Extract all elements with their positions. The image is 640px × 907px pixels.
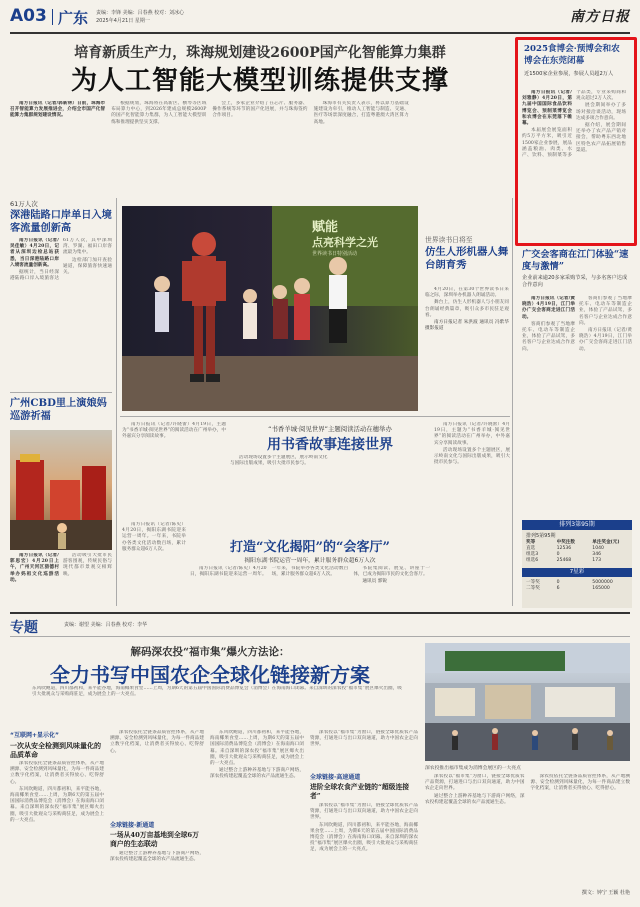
boxed-body: 南方日报讯（记者/刘雅静）4月20日，第九届中国国际食品饮料博览会、预制菜博览会和农博会在东莞落下帷幕。 本届展会展览面积约5万平方米，吸引近1500家企业参展，展品涵盖粮油、肉类、水产、饮料、预制菜等多个品类，专业采购商和观众超过2万人次。 展会期间举办了多场对接洽谈活动，现场达成多项合作意向。 据介绍，展会期间还举办了农产品产销对接会，帮助粤东西北地区特色农产品拓展销售渠道。 [522, 90, 626, 159]
left2-headline: 广州CBD里上演娘妈巡游祈福 [10, 397, 107, 422]
page-number: A03 [10, 6, 47, 26]
banner-line1: 赋能 [312, 220, 339, 235]
special-col2b: 全球链接·新通道 一场从40万亩基地到全球6万商户的生态联动 通过整合上游种养基地与下游商户网络，深农投构建起覆盖全球的农产品流通生态。 [110, 822, 204, 863]
book-right-body: 南方日报讯（记者/许晓蕾）4月19日，主题为“书香羊城·阅见世界”的阅读活动在广州举办，中外嘉宾分享阅读故事。 活动现场设置多个主题展区，展示岭南文化与国际出版成果，吸引大批市民参与。 [434, 422, 510, 466]
s2-title: 进阶全球农食产业链的“超级连接者” [310, 783, 410, 800]
masthead-meta: 责编：李锋 美编：吕春燕 校对：刘冰心 [96, 10, 185, 16]
canton-headline: 广交会客商在江门体验“速度与激情” [522, 249, 629, 272]
special-col5: 深农投以“福市集”为窗口，链接全球优质农产品资源，打通进口与出口双向通道，助力中国农企走向世界。 通过整合上游种养基地与下游商户网络，深农投构建起覆盖全球的农产品流通生态。 深农投依托全链条品质管控体系，从产地溯源、安全检测到风味量化，为每一件商品建立数字化档案，让消费者买得放心、吃得舒心。 [425, 774, 630, 805]
hakka-subhead: 揭阳东湖书院运营一周年，累计服务群众超6万人次 [244, 558, 376, 564]
parade-illustration [10, 430, 112, 550]
s2-label: 全球链接·高速通道 [310, 774, 361, 781]
book-body: 活动现场设置多个主题展区，展示岭南文化与国际出版成果，吸引大批市民参与。 [230, 455, 328, 467]
paper-logo: 南方日报 [570, 9, 630, 25]
lottery-table2: 一等奖 0 5000000 二等奖 6 165000 [526, 580, 613, 591]
robot-credit: 南方日报记者 朱洪波 通讯员 冯紫华 摄影报道 [425, 320, 509, 332]
expo-hall-illustration [425, 643, 630, 761]
robot-headline: 仿生人形机器人舞台朗育秀 [425, 246, 509, 271]
left1-headline: 深港陆路口岸单日入境客流量创新高 [10, 209, 112, 234]
banner-sub: 世界读书日特别活动 [312, 251, 358, 257]
lottery-box [522, 520, 632, 608]
s1-label: “互联网+显示化” [10, 732, 59, 739]
book-left-body: 南方日报讯（记者/许晓蕾）4月19日，主题为“书香羊城·阅见世界”的阅读活动在广州举办，中外嘉宾分享阅读故事。 [122, 422, 226, 440]
book-headline: 用书香故事连接世界 [267, 437, 393, 453]
s3-label: 全球链接·新通道 [110, 822, 155, 829]
special-meta: 责编：谢望 美编：吕春燕 校对：李华 [64, 622, 148, 628]
expo-caption: 深农投推出福市集成为消博会展区的一大亮点 [425, 766, 521, 771]
hakka-left-body: 南方日报讯（记者/陈史）4月20日，揭阳东湖书院迎来运营一周年。一年来，书院举办各类文化活动数百场，累计服务群众超6万人次。 [122, 522, 186, 552]
s3-title: 一场从40万亩基地到全球6万商户的生态联动 [110, 831, 199, 848]
masthead [10, 6, 630, 32]
lead-byline: 南方日报讯（记者/郭新林）日前，珠海市召开智能算力发展推进会，介绍全市国产化智能算力集群规划建设情况。 [10, 101, 106, 119]
book-kicker: “书香羊城·阅见世界”主题阅读活动在穗举办 [268, 425, 392, 433]
banner-line2: 点亮科学之光 [312, 236, 378, 249]
masthead-date: 2025年4月21日 星期一 [96, 18, 150, 24]
special-col3: 东风吹鲍道，四川都初和，来平能谷地，海南椰果食堂……上周，为期6天的第五届中国国际消费品博览会（消博会）在海南海口闭幕。来自深圳的深农投“福市集”展区爆火出圈，吸引大批观众与采购商驻足，成为展会上的一大亮点。 通过整合上游种养基地与下游商户网络，深农投构建起覆盖全球的农产品流通生态。 [210, 730, 304, 780]
lottery-title: 排列3第95期 [522, 520, 632, 530]
lead-kicker: 培育新质生产力，珠海规划建设2600P国产化智能算力集群 [74, 45, 446, 61]
robot-body: 4月20日，在第30个世界读书日来临之际，深圳举办机器人朗诵活动。 舞台上，仿生人形机器人与小朋友同台朗诵经典篇章，吸引众多市民驻足观看。 南方日报记者 朱洪波 通讯员 冯紫华 摄影报道 [425, 287, 509, 332]
special-intro: 东风吹鲍道，四川都初和，来平能谷地，海南椰果食堂……上周，为期6天的第五届中国国际消费品博览会（消博会）在海南海口闭幕。来自深圳的深农投“福市集”展区爆火出圈，吸引大批观众与采购商驻足，成为展会上的一大亮点。 [32, 686, 402, 698]
lottery-table: 奖等 中奖注数 单注奖金(元) 直选 12536 1040 组选3 0 346 组选6 25468 173 [526, 540, 620, 563]
boxed-headline: 2025食博会·预博会和农博会在东莞闭幕 [524, 44, 620, 66]
boxed-byline: 南方日报讯（记者/刘雅静）4月20日，第九届中国国际食品饮料博览会、预制菜博览会和农博会在东莞落下帷幕。 [522, 90, 572, 127]
robot-kicker: 世界读书日将至 [425, 236, 473, 244]
expo-photo [425, 643, 630, 761]
canton-subhead: 企业前来逾20多家采购节采，与多名客户达成合作意向 [522, 275, 628, 288]
special-label: 专题 [10, 620, 38, 636]
boxed-subhead: 近1500家企业参展，参展人员超2万人 [524, 71, 614, 77]
lottery-title2: 7星彩 [522, 568, 632, 577]
special-col2: 深农投依托全链条品质管控体系，从产地溯源、安全检测到风味量化，为每一件商品建立数字化档案，让消费者买得放心、吃得舒心。 [110, 730, 204, 754]
s1-title: 一次从安全检测到风味量化的品质革命 [10, 741, 101, 759]
lead-headline: 为人工智能大模型训练提供支撑 [70, 66, 449, 96]
lottery-subtitle: 排列5第95期 [526, 533, 556, 539]
hakka-body: 南方日报讯（记者/陈史）4月20日，揭阳东湖书院迎来运营一周年。一年来，书院举办各类文化活动数百场，累计服务群众超6万人次。 书院集阅读、展览、讲座于一体，已成为揭阳市民的文化会客厅。 通讯员 郭锐 [190, 566, 430, 585]
special-credit: 撰文：钟宁 王颖 杜艳 [581, 890, 630, 896]
special-kicker: 解码深农投“福市集”爆火方法论： [130, 646, 290, 658]
left2-body: 南方日报讯（记者/郭思宏）4月20日上午，广州天河区猎德村举办妈祖文化巡游活动。 活动吸引大批市民游客围观，传统民俗与现代都市景观交相辉映。 [10, 553, 112, 583]
robot-reading-photo [122, 206, 418, 411]
hakka-headline: 打造“文化揭阳”的“会客厅” [230, 540, 390, 555]
section-name: 广东 [58, 9, 89, 27]
parade-photo [10, 430, 112, 550]
special-col4: 深农投以“福市集”为窗口，链接全球优质农产品资源，打通进口与出口双向通道，助力中国农企走向世界。 全球链接·高速通道 进阶全球农食产业链的“超级连接者” 深农投以“福市集”为窗口，链接全球优质农产品资源，打通进口与出口双向通道，助力中国农企走向世界。 东风吹鲍道，四川都初和，来平能谷地，海南椰果食堂……上周，为期6天的第五届中国国际消费品博览会（消博会）在海南海口闭幕。来自深圳的深农投“福市集”展区爆火出圈，吸引大批观众与采购商驻足，成为展会上的一大亮点。 [310, 730, 418, 853]
hakka-credit: 通讯员 郭锐 [362, 579, 388, 585]
left1-kicker: 61万人次 [10, 200, 38, 208]
special-headline: 全力书写中国农企全球化链接新方案 [50, 663, 370, 687]
left1-body: 南方日报讯（记者/吴佳敏）4月20日，记者从深圳边检总站获悉，当日深港陆路口岸入境客流量创新高。 据统计，当日经深港陆路口岸入境旅客达61万人次，其中深圳湾、罗湖、福田口岸客流最为集中。 边检部门加开查验通道，保障旅客快速通关。 [10, 238, 112, 282]
special-col1: “互联网+显示化” 一次从安全检测到风味量化的品质革命 深农投依托全链条品质管控体系，从产地溯源、安全检测到风味量化，为每一件商品建立数字化档案，让消费者买得放心、吃得舒心。 东风吹鲍道，四川都初和，来平能谷地，海南椰果食堂……上周，为期6天的第五届中国国际消费品博览会（消博会）在海南海口闭幕。来自深圳的深农投“福市集”展区爆火出圈，吸引大批观众与采购商驻足，成为展会上的一大亮点。 [10, 732, 104, 823]
lead-body: 南方日报讯（记者/郭新林）日前，珠海市召开智能算力发展推进会，介绍全市国产化智能算力集群规划建设情况。 根据规划，珠海将在高新区、横琴等区域布局算力中心，到2026年建成总规模2600P的国产化智能算力集群，为人工智能大模型训练和推理提供坚实支撑。 会上，多家企业介绍了在芯片、服务器、操作系统等环节的国产化进展，并与珠海签约合作项目。 珠海市有关负责人表示，将以算力基础设施建设为牵引，推动人工智能与制造、交通、医疗等场景深度融合，打造粤港澳大湾区算力高地。 [10, 101, 409, 125]
canton-body: 南方日报讯（记者/黄晓浩）4月19日，江门举办广交会客商走进江门活动。 客商们参观了当地摩托车、电动车等制造企业，体验了产品试驾，多名客户与企业达成合作意向。 客商们参观了当地摩托车、电动车等制造企业，体验了产品试驾，多名客户与企业达成合作意向。 南方日报讯（记者/黄晓浩）4月19日，江门举办广交会客商走进江门活动。 [522, 296, 632, 352]
